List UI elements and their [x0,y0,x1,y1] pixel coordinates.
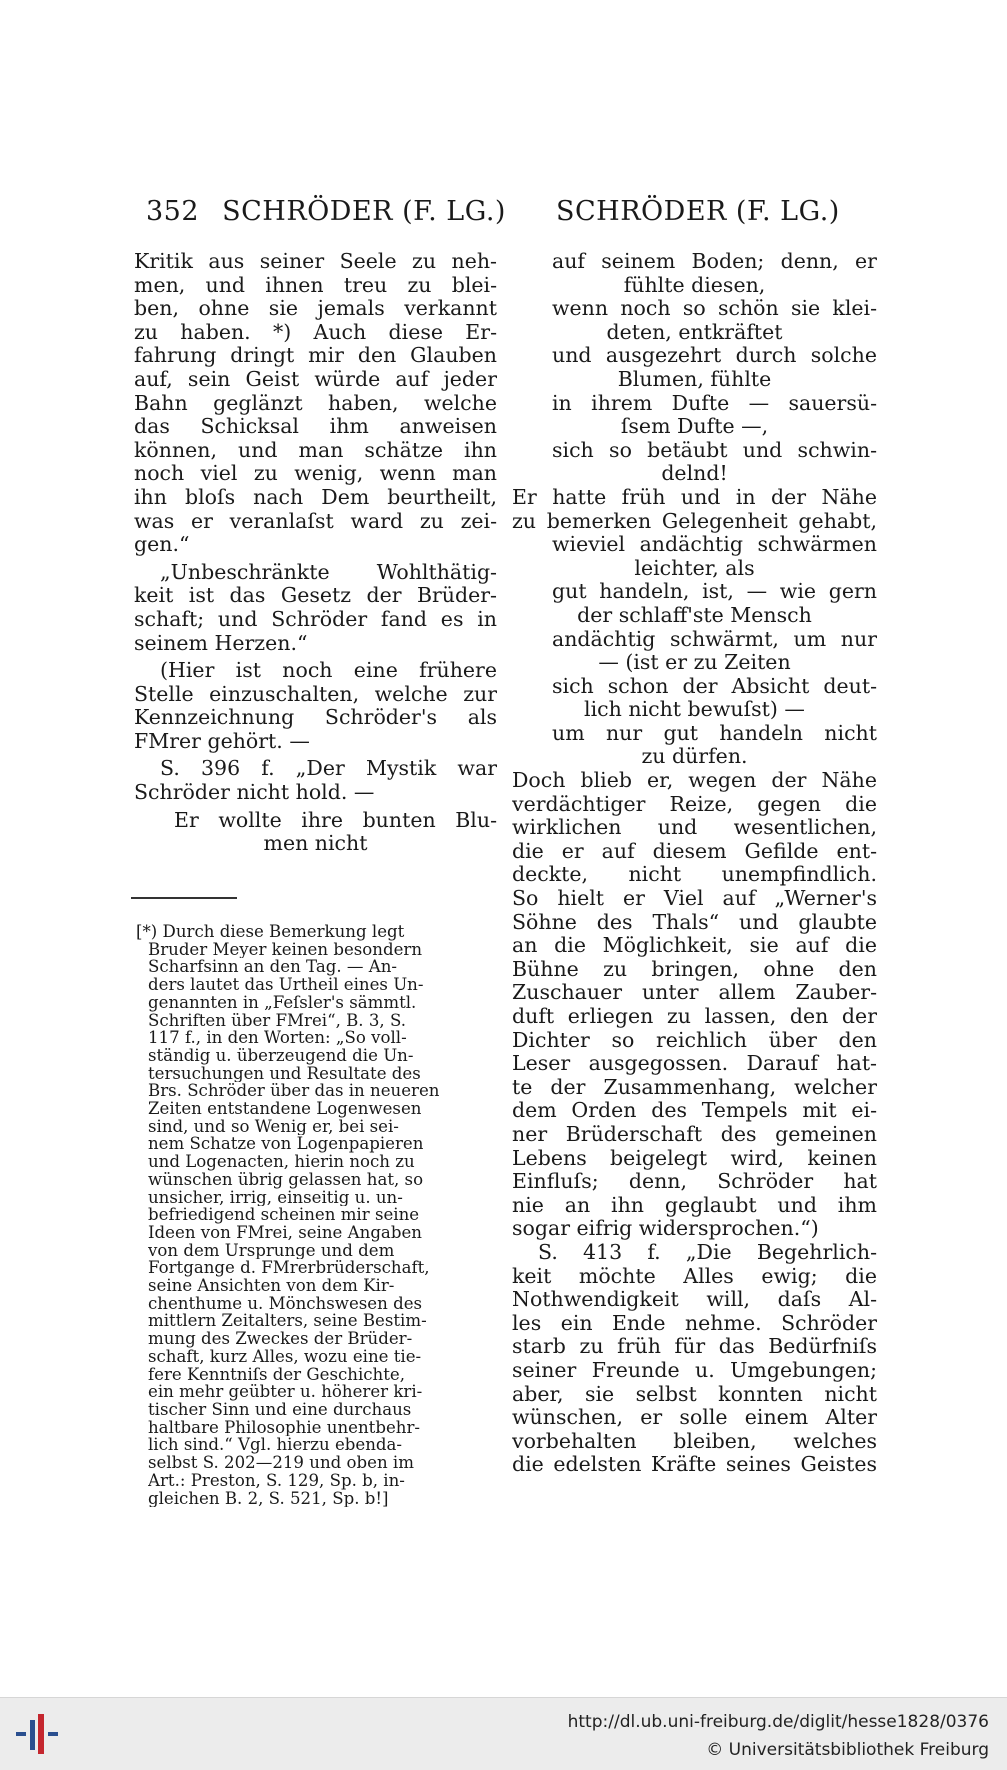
text-line: wirklichen und wesentlichen, [512,816,877,840]
text-line: sich schon der Absicht deut- [552,674,877,698]
footnote-line: Art.: Preston, S. 129, Sp. b, in- [148,1471,405,1490]
text-line: — (ist er zu Zeiten [598,651,791,675]
footnote-line: genannten in „Feſsler's sämmtl. [148,993,417,1012]
text-line: können, und man schätze ihn [134,438,497,462]
footnote-line: von dem Ursprunge und dem [148,1241,395,1260]
footnote-line: Scharfsinn an den Tag. — An- [148,958,398,977]
footnote-line: sind, und so Wenig er, bei sei- [148,1117,399,1136]
footnote-rule [131,897,237,899]
text-line: S. 396 f. „Der Mystik war [160,757,497,781]
text-line: zu dürfen. [641,745,748,769]
text-line: an die Möglichkeit, sie auf die [512,934,877,958]
right-running-header: SCHRÖDER (F. LG.) [556,196,840,227]
text-line: keit möchte Alles ewig; die [512,1264,877,1288]
text-line: ner Brüderschaft des gemeinen [512,1122,877,1146]
text-line: der schlaff'ste Mensch [577,603,812,627]
text-line: Kennzeichnung Schröder's als [134,706,497,730]
footnote-line: fere Kenntniſs der Geschichte, [148,1365,406,1384]
text-line: noch viel zu wenig, wenn man [134,462,497,486]
text-line: das Schicksal ihm anweisen [134,415,497,439]
footnote-line: unsicher, irrig, einseitig u. un- [148,1188,403,1207]
text-line: was er veranlaſst ward zu zei- [134,509,497,533]
left-header-title: SCHRÖDER (F. LG.) [222,196,506,227]
ub-freiburg-logo-icon [12,1710,64,1758]
text-line: wünschen, er solle einem Alter [512,1406,877,1430]
text-line: men, und ihnen treu zu blei- [134,273,497,297]
text-line: fühlte diesen, [623,273,766,297]
left-running-header [146,196,506,227]
footnote-line: tischer Sinn und eine durchaus [148,1400,412,1419]
text-line: Nothwendigkeit will, daſs Al- [512,1288,877,1312]
text-line: gen.“ [134,533,190,557]
text-line: S. 413 f. „Die Begehrlich- [538,1240,877,1264]
text-line: So hielt er Viel auf „Werner's [512,887,877,911]
text-line: seinem Herzen.“ [134,631,308,655]
footnote-line: Brs. Schröder über das in neueren [148,1082,440,1101]
text-line: zu haben. *) Auch diese Er- [134,320,497,344]
text-line: auf, sein Geist würde auf jeder [134,367,497,391]
text-line: aber, sie selbst konnten nicht [512,1382,877,1406]
footnote-line: Fortgange d. FMrerbrüderschaft, [148,1259,430,1278]
text-line: Einfluſs; denn, Schröder hat [512,1170,877,1194]
text-line: andächtig schwärmt, um nur [552,627,877,651]
footnote-line: Ideen von FMrei, seine Angaben [148,1223,422,1242]
text-line: die er auf diesem Gefilde ent- [512,839,877,863]
text-line: Leser ausgegossen. Darauf hat- [512,1052,877,1076]
text-line: Doch blieb er, wegen der Nähe [512,769,877,793]
text-line: Er hatte früh und in der Nähe [512,485,877,509]
text-line: Bühne zu bringen, ohne den [512,957,877,981]
text-line: Blumen, fühlte [617,367,772,391]
document-url[interactable]: http://dl.ub.uni-freiburg.de/diglit/hesse1828/0376 [567,1712,989,1732]
text-line: les ein Ende nehme. Schröder [512,1311,877,1335]
footnote-line: [*) Durch diese Bemerkung legt [136,923,405,941]
footnote-line: mung des Zweckes der Brüder- [148,1330,413,1348]
text-line: deten, entkräftet [606,320,783,344]
text-line: Kritik aus seiner Seele zu neh- [134,250,497,273]
footnote-line: haltbare Philosophie unentbehr- [148,1418,420,1437]
text-line: FMrer gehört. — [134,729,310,753]
footnote [136,923,488,1508]
footnote-line: chenthume u. Mönchswesen des [148,1294,423,1313]
footnote-line: Schriften über FMrei“, B. 3, S. [148,1011,407,1030]
text-line: um nur gut handeln nicht [552,721,877,745]
text-line: ſsem Dufte —, [620,415,769,439]
viewer-footer [0,1697,1007,1770]
text-line: Stelle einzuschalten, welche zur [134,682,497,706]
text-line: Er wollte ihre bunten Blu- [174,808,497,832]
footnote-line: mittlern Zeitalters, seine Bestim- [148,1312,427,1331]
copyright-notice: © Universitätsbibliothek Freiburg [706,1740,989,1760]
footnote-line: gleichen B. 2, S. 521, Sp. b!] [148,1489,389,1508]
footnote-line: seine Ansichten von dem Kir- [148,1277,395,1295]
text-line: delnd! [661,462,728,486]
footnote-line: tersuchungen und Resultate des [148,1064,421,1083]
text-line: nie an ihn geglaubt und ihm [512,1193,877,1217]
footnote-line: Zeiten entstandene Logenwesen [148,1100,422,1118]
footnote-line: ein mehr geübter u. höherer kri- [148,1383,423,1401]
text-line: keit ist das Gesetz der Brüder- [134,584,497,608]
text-line: men nicht [263,832,368,856]
footnote-line: und Logenacten, hierin noch zu [148,1153,415,1171]
text-line: (Hier ist noch eine frühere [160,659,497,683]
text-line: und ausgezehrt durch solche [552,344,877,368]
left-text-column [134,250,497,856]
text-line: Lebens beigelegt wird, keinen [512,1146,877,1170]
right-text-column [512,250,877,1477]
text-line: ihn bloſs nach Dem beurtheilt, [134,485,497,509]
text-line: duft erliegen zu lassen, den der [512,1005,877,1028]
page-number: 352 [146,196,200,227]
text-line: wieviel andächtig schwärmen [552,533,877,557]
text-line: fahrung dringt mir den Glauben [134,344,497,368]
text-line: starb zu früh für das Bedürfniſs [512,1335,877,1359]
footnote-line: 117 f., in den Worten: „So voll- [148,1029,407,1047]
text-line: gut handeln, ist, — wie gern [552,580,877,604]
text-line: in ihrem Dufte — sauersü- [552,391,877,415]
text-line: zu bemerken Gelegenheit gehabt, [512,509,877,533]
text-line: lich nicht bewuſst) — [584,698,805,722]
text-line: leichter, als [634,556,755,580]
text-line: verdächtiger Reize, gegen die [512,792,877,816]
text-line: Dichter so reichlich über den [512,1028,877,1052]
footnote-line: nem Schatze von Logenpapieren [148,1135,424,1154]
text-line: schaft; und Schröder fand es in [134,607,497,631]
footnote-line: befriedigend scheinen mir seine [148,1206,420,1224]
text-line: Zuschauer unter allem Zauber- [512,981,877,1005]
text-line: deckte, nicht unempfindlich. [512,863,877,887]
footnote-line: Bruder Meyer keinen besondern [148,940,423,959]
text-line: Schröder nicht hold. — [134,781,375,805]
footnote-line: schaft, kurz Alles, wozu eine tie- [148,1347,422,1366]
text-line: auf seinem Boden; denn, er [552,250,877,273]
text-line: ben, ohne sie jemals verkannt [134,297,497,321]
footnote-line: selbst S. 202—219 und oben im [148,1454,414,1472]
text-line: die edelsten Kräfte seines Geistes [512,1453,877,1477]
text-line: „Unbeschränkte Wohlthätig- [160,560,497,584]
footnote-line: lich sind.“ Vgl. hierzu ebenda- [148,1436,403,1455]
text-line: vorbehalten bleiben, welches [512,1429,877,1453]
text-line: seiner Freunde u. Umgebungen; [512,1358,877,1382]
text-line: sich so betäubt und schwin- [552,438,877,462]
text-line: wenn noch so schön sie klei- [552,297,877,321]
text-line: dem Orden des Tempels mit ei- [512,1099,877,1123]
text-line: sogar eifrig widersprochen.“) [512,1217,819,1241]
footnote-line: wünschen übrig gelassen hat, so [148,1170,424,1189]
text-line: te der Zusammenhang, welcher [512,1075,877,1099]
text-line: Söhne des Thals“ und glaubte [512,910,877,934]
footnote-line: ständig u. überzeugend die Un- [148,1046,414,1065]
text-line: Bahn geglänzt haben, welche [134,391,497,415]
footnote-line: ders lautet das Urtheil eines Un- [148,976,424,994]
